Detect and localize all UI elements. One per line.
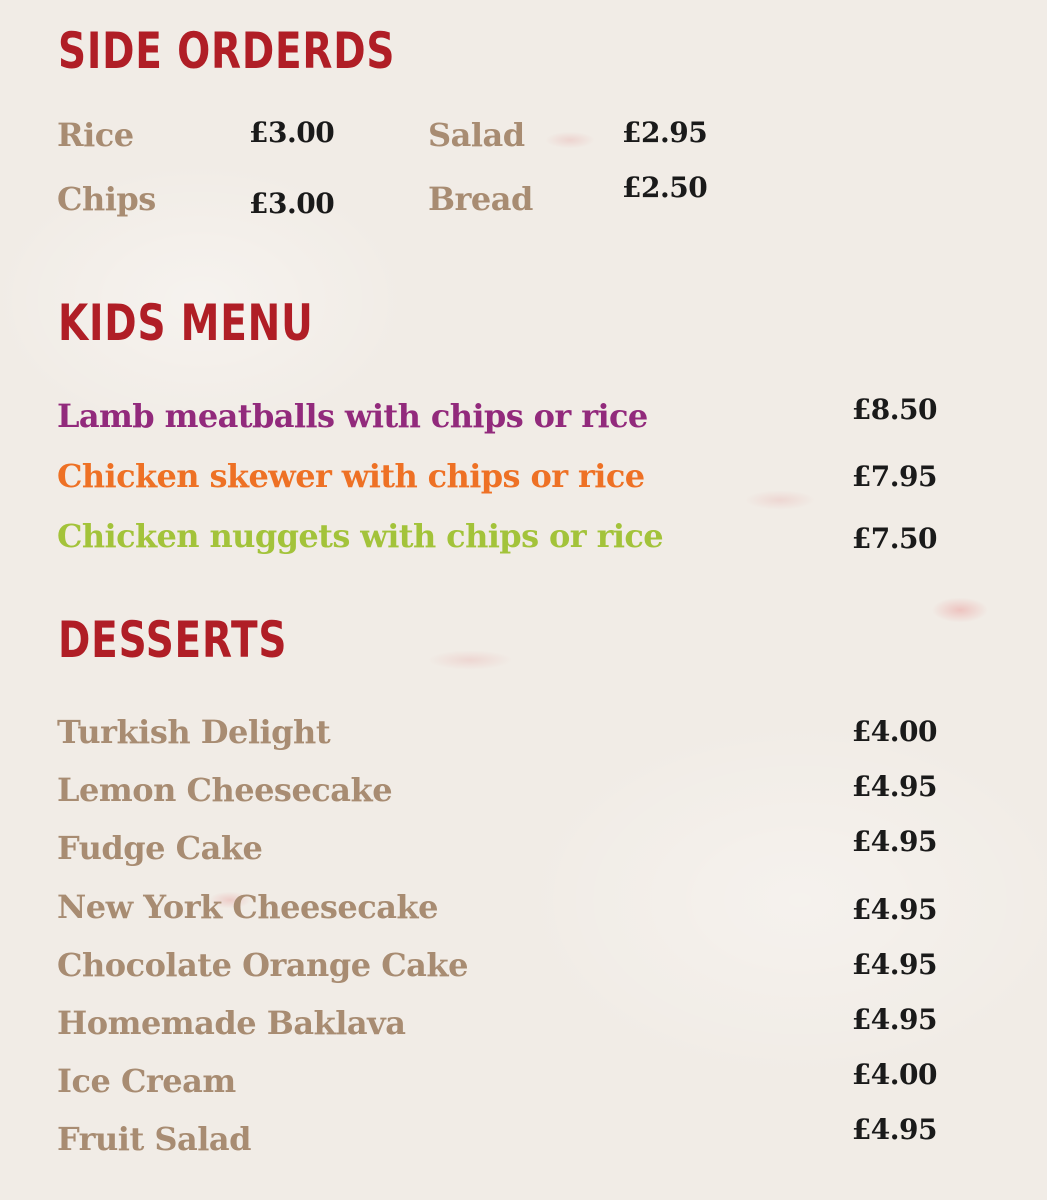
desserts-heading: DESSERTS bbox=[58, 611, 288, 669]
side-orders-heading: SIDE ORDERDS bbox=[58, 22, 396, 80]
dessert-fruit-salad-name: Fruit Salad bbox=[57, 1120, 251, 1158]
dessert-chocolate-orange-cake-price: £4.95 bbox=[851, 948, 937, 981]
kids-item-lamb-meatballs-price: £8.50 bbox=[851, 393, 937, 426]
kids-item-chicken-skewer-name: Chicken skewer with chips or rice bbox=[57, 457, 645, 495]
dessert-new-york-cheesecake-price: £4.95 bbox=[851, 893, 937, 926]
side-item-rice-name: Rice bbox=[57, 116, 134, 154]
kids-menu-heading: KIDS MENU bbox=[58, 294, 314, 352]
dessert-lemon-cheesecake-name: Lemon Cheesecake bbox=[57, 771, 393, 809]
dessert-fudge-cake-name: Fudge Cake bbox=[57, 829, 263, 867]
side-item-rice-price: £3.00 bbox=[249, 116, 335, 149]
kids-item-chicken-nuggets-price: £7.50 bbox=[851, 522, 937, 555]
dessert-homemade-baklava-price: £4.95 bbox=[851, 1003, 937, 1036]
dessert-lemon-cheesecake-price: £4.95 bbox=[851, 770, 937, 803]
dessert-turkish-delight-price: £4.00 bbox=[851, 715, 937, 748]
side-item-bread-name: Bread bbox=[428, 180, 533, 218]
dessert-chocolate-orange-cake-name: Chocolate Orange Cake bbox=[57, 946, 468, 984]
dessert-homemade-baklava-name: Homemade Baklava bbox=[57, 1004, 406, 1042]
kids-item-chicken-skewer-price: £7.95 bbox=[851, 460, 937, 493]
kids-item-lamb-meatballs-name: Lamb meatballs with chips or rice bbox=[57, 397, 648, 435]
side-item-chips-price: £3.00 bbox=[249, 187, 335, 220]
side-item-chips-name: Chips bbox=[57, 180, 156, 218]
dessert-ice-cream-price: £4.00 bbox=[851, 1058, 937, 1091]
side-item-bread-price: £2.50 bbox=[622, 171, 708, 204]
dessert-turkish-delight-name: Turkish Delight bbox=[57, 713, 331, 751]
kids-item-chicken-nuggets-name: Chicken nuggets with chips or rice bbox=[57, 517, 664, 555]
side-item-salad-price: £2.95 bbox=[622, 116, 708, 149]
dessert-fudge-cake-price: £4.95 bbox=[851, 825, 937, 858]
dessert-ice-cream-name: Ice Cream bbox=[57, 1062, 236, 1100]
dessert-new-york-cheesecake-name: New York Cheesecake bbox=[57, 888, 438, 926]
side-item-salad-name: Salad bbox=[428, 116, 525, 154]
dessert-fruit-salad-price: £4.95 bbox=[851, 1113, 937, 1146]
